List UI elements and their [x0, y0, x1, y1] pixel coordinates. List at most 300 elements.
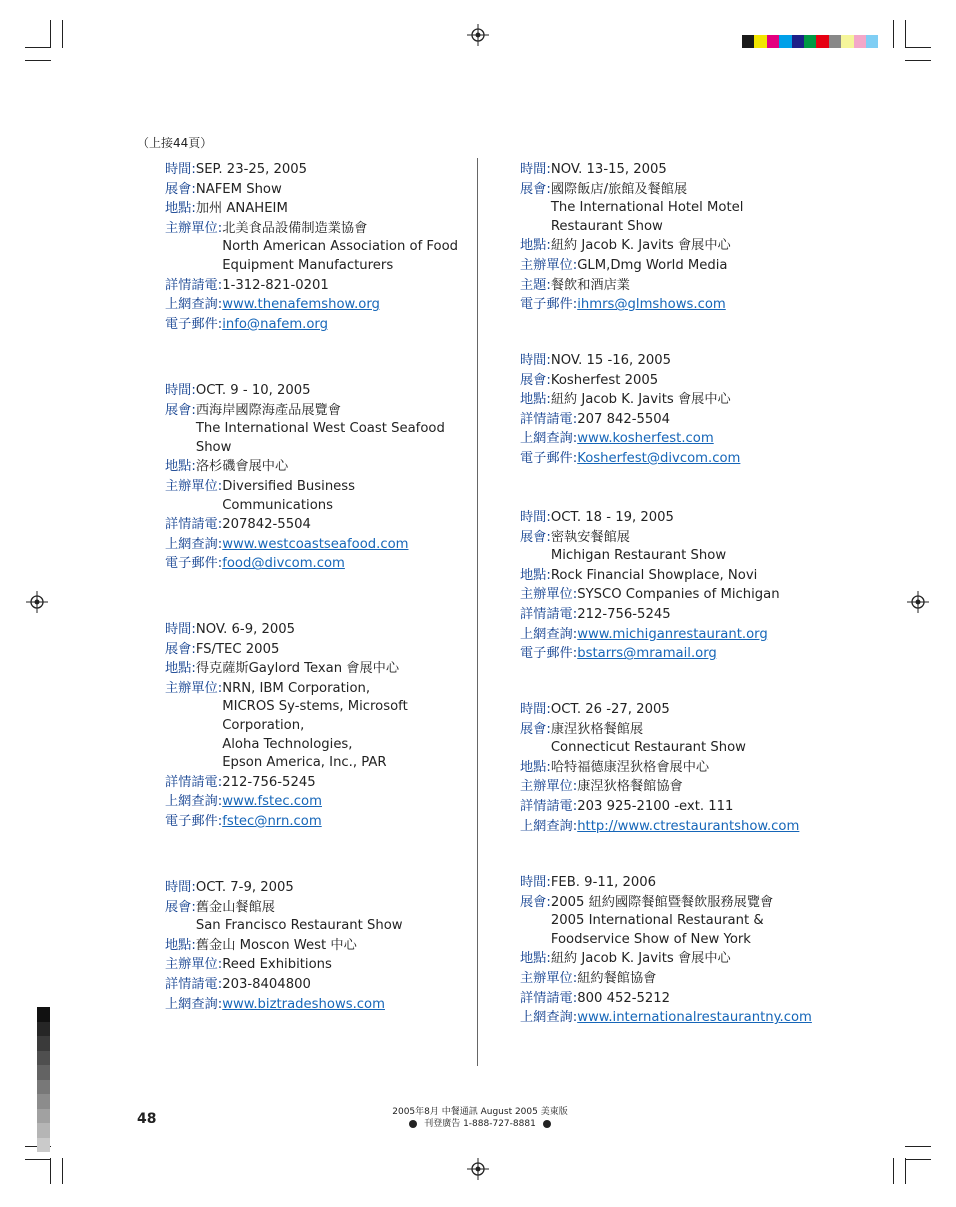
event-organizer-label: 主辦單位:: [165, 220, 223, 236]
event-show-label: 展會:: [520, 372, 551, 388]
event-organizer-line: SYSCO Companies of Michigan: [577, 587, 780, 603]
event-organizer-label: 主辦單位:: [520, 779, 578, 795]
event-email-label: 電子郵件:: [165, 316, 223, 332]
event-show-line: 西海岸國際海產品展覽會: [195, 402, 341, 418]
event-time-label: 時間:: [165, 383, 196, 398]
footer-text-2: 刊登廣告 1-888-727-8881: [424, 1119, 536, 1129]
event-place-value: [551, 390, 731, 410]
event-time-value: [196, 878, 294, 898]
event-place-line: Rock Financial Showplace, Novi: [550, 567, 758, 583]
event-organizer-line: 康涅狄格餐館協會: [577, 779, 683, 795]
event-time-line: OCT. 18 - 19, 2005: [550, 510, 674, 525]
gray-swatch: [37, 1123, 50, 1138]
event-place-row: [520, 758, 840, 778]
event-phone-row: [520, 605, 840, 625]
event-web-label: 上網查詢:: [165, 297, 223, 313]
event-phone-row: [165, 515, 465, 535]
event-place-line: 紐約 Jacob K. Javits 會展中心: [550, 951, 731, 967]
color-swatch: [854, 35, 866, 48]
event-phone-line: 1-312-821-0201: [222, 277, 329, 293]
event-place-value: [196, 457, 288, 477]
registration-mark-bottom: [467, 1158, 489, 1180]
event-show-row: [520, 528, 840, 566]
event-entry: [520, 873, 840, 1028]
event-email-link[interactable]: food@divcom.com: [222, 556, 345, 572]
event-place-line: 紐約 Jacob K. Javits 會展中心: [550, 392, 731, 408]
event-organizer-row: [520, 585, 840, 605]
event-web-row: [165, 995, 465, 1015]
event-web-link[interactable]: www.kosherfest.com: [577, 431, 714, 447]
footer-text-1: 2005年8月 中餐通訊 August 2005 美東版: [392, 1107, 568, 1117]
event-show-label: 展會:: [520, 721, 551, 737]
event-organizer-line: Diversified Business: [222, 478, 356, 494]
event-show-value: [551, 528, 726, 566]
event-entry: [520, 508, 840, 664]
crop-mark: [893, 1158, 894, 1184]
event-entry: [165, 381, 465, 574]
event-show-value: [196, 640, 280, 660]
event-place-row: [520, 566, 840, 586]
event-organizer-row: [165, 679, 465, 773]
event-place-line: 紐約 Jacob K. Javits 會展中心: [550, 238, 731, 254]
event-email-label: 電子郵件:: [520, 450, 578, 466]
event-organizer-value: [577, 969, 656, 989]
event-show-line: FS/TEC 2005: [195, 641, 280, 657]
event-email-label: 電子郵件:: [165, 556, 223, 572]
event-email-link[interactable]: bstarrs@mramail.org: [577, 646, 717, 662]
event-show-label: 展會:: [520, 529, 551, 545]
event-web-value: [577, 817, 799, 837]
event-web-row: [165, 295, 465, 315]
event-web-row: [165, 535, 465, 555]
event-time-row: [165, 160, 465, 180]
event-show-line: The International Hotel Motel: [550, 200, 744, 216]
event-time-line: OCT. 7-9, 2005: [195, 880, 294, 895]
event-show-label: 展會:: [165, 402, 196, 418]
event-place-label: 地點:: [165, 201, 196, 217]
event-email-link[interactable]: info@nafem.org: [222, 316, 328, 332]
event-time-row: [165, 381, 465, 401]
color-swatch: [829, 35, 841, 48]
column-divider: [477, 158, 478, 1066]
gray-swatch: [37, 1094, 50, 1109]
event-phone-value: [577, 605, 670, 625]
event-time-value: [551, 160, 667, 180]
event-time-line: NOV. 15 -16, 2005: [550, 353, 672, 368]
color-swatch: [866, 35, 878, 48]
event-email-link[interactable]: ihmrs@glmshows.com: [577, 297, 726, 313]
event-web-link[interactable]: http://www.ctrestaurantshow.com: [577, 818, 800, 834]
event-time-value: [551, 873, 656, 893]
event-phone-label: 詳情請電:: [165, 277, 223, 293]
event-email-row: [165, 554, 465, 574]
event-web-link[interactable]: www.thenafemshow.org: [222, 297, 380, 313]
event-place-label: 地點:: [520, 238, 551, 254]
event-organizer-label: 主辦單位:: [165, 957, 223, 973]
event-phone-label: 詳情請電:: [520, 606, 578, 622]
event-phone-value: [577, 797, 733, 817]
event-organizer-label: 主辦單位:: [165, 478, 223, 494]
event-organizer-row: [520, 256, 840, 276]
event-time-row: [520, 351, 840, 371]
event-web-row: [520, 625, 840, 645]
event-show-line: San Francisco Restaurant Show: [195, 918, 403, 934]
event-show-line: Michigan Restaurant Show: [550, 548, 727, 564]
event-email-value: [577, 644, 717, 664]
event-show-value: [196, 898, 403, 936]
crop-mark: [25, 60, 51, 61]
event-show-row: [520, 893, 840, 950]
event-phone-label: 詳情請電:: [165, 517, 223, 533]
event-show-row: [165, 401, 465, 458]
event-time-row: [520, 873, 840, 893]
event-time-row: [520, 160, 840, 180]
crop-mark: [62, 20, 63, 48]
registration-mark-left: [26, 591, 48, 613]
event-web-link[interactable]: www.michiganrestaurant.org: [577, 626, 768, 642]
event-show-value: [551, 371, 658, 391]
event-show-label: 展會:: [165, 641, 196, 657]
event-theme-value: [551, 276, 630, 296]
event-phone-line: 207 842-5504: [577, 411, 671, 427]
event-theme-line: 餐飲和酒店業: [550, 277, 630, 293]
event-email-value: [222, 554, 345, 574]
event-show-line: Kosherfest 2005: [550, 372, 659, 388]
event-phone-row: [165, 276, 465, 296]
event-organizer-line: Corporation,: [222, 717, 305, 733]
bullet-icon: [409, 1120, 417, 1128]
event-show-line: Restaurant Show: [550, 218, 663, 234]
event-web-value: [577, 1008, 812, 1028]
event-show-line: Show: [195, 439, 232, 455]
event-place-row: [520, 236, 840, 256]
event-time-label: 時間:: [520, 875, 551, 890]
event-entry: [520, 160, 840, 315]
gray-swatch: [37, 1007, 50, 1022]
crop-mark: [905, 1159, 931, 1160]
crop-mark: [62, 1158, 63, 1184]
event-show-row: [165, 640, 465, 660]
registration-mark-top: [467, 24, 489, 46]
event-email-label: 電子郵件:: [165, 813, 223, 829]
color-swatch: [742, 35, 754, 48]
gray-swatch: [37, 1022, 50, 1037]
event-show-line: 舊金山餐館展: [195, 899, 275, 915]
color-swatch: [754, 35, 766, 48]
event-web-link[interactable]: www.westcoastseafood.com: [222, 536, 409, 552]
event-organizer-line: Aloha Technologies,: [222, 736, 353, 752]
event-phone-row: [520, 797, 840, 817]
crop-mark: [893, 20, 894, 48]
event-web-value: [222, 792, 322, 812]
event-web-value: [222, 535, 408, 555]
event-time-line: SEP. 23-25, 2005: [195, 162, 308, 177]
event-show-row: [165, 180, 465, 200]
event-show-value: [551, 180, 744, 237]
event-organizer-row: [165, 955, 465, 975]
event-show-line: NAFEM Show: [195, 181, 282, 197]
continued-note: （上接44頁）: [137, 136, 213, 150]
event-web-row: [520, 817, 840, 837]
event-time-value: [551, 351, 671, 371]
event-web-label: 上網查詢:: [520, 1010, 578, 1026]
event-phone-label: 詳情請電:: [520, 990, 578, 1006]
event-phone-line: 207842-5504: [222, 517, 311, 533]
event-organizer-row: [165, 477, 465, 515]
event-web-row: [165, 792, 465, 812]
event-web-value: [577, 429, 714, 449]
event-show-value: [551, 720, 746, 758]
event-web-value: [222, 995, 385, 1015]
event-email-row: [165, 315, 465, 335]
crop-mark: [905, 20, 906, 48]
event-email-value: [222, 315, 328, 335]
event-place-label: 地點:: [165, 937, 196, 953]
event-organizer-line: Reed Exhibitions: [222, 957, 332, 973]
event-time-row: [165, 620, 465, 640]
event-organizer-label: 主辦單位:: [520, 970, 578, 986]
event-place-row: [520, 949, 840, 969]
event-email-value: [577, 449, 740, 469]
gray-swatch: [37, 1109, 50, 1124]
event-time-line: OCT. 9 - 10, 2005: [195, 383, 311, 398]
event-organizer-value: [577, 777, 683, 797]
event-phone-row: [520, 989, 840, 1009]
event-time-line: OCT. 26 -27, 2005: [550, 702, 670, 717]
event-email-row: [520, 644, 840, 664]
event-entry: [520, 700, 840, 836]
event-time-line: FEB. 9-11, 2006: [550, 875, 657, 890]
event-email-label: 電子郵件:: [520, 646, 578, 662]
event-time-row: [520, 508, 840, 528]
gray-swatch: [37, 1036, 50, 1051]
event-show-value: [196, 180, 282, 200]
crop-mark: [905, 47, 931, 48]
event-organizer-line: North American Association of Food: [222, 239, 459, 255]
event-web-label: 上網查詢:: [165, 794, 223, 810]
event-email-value: [577, 295, 726, 315]
event-web-label: 上網查詢:: [520, 431, 578, 447]
event-time-label: 時間:: [165, 880, 196, 895]
event-phone-line: 212-756-5245: [222, 774, 316, 790]
event-organizer-line: GLM,Dmg World Media: [577, 257, 728, 273]
event-time-label: 時間:: [165, 622, 196, 637]
event-email-link[interactable]: Kosherfest@divcom.com: [577, 450, 741, 466]
event-phone-label: 詳情請電:: [165, 774, 223, 790]
event-phone-line: 203-8404800: [222, 976, 311, 992]
event-place-label: 地點:: [520, 567, 551, 583]
event-show-row: [520, 371, 840, 391]
footer-line-2: [330, 1116, 630, 1129]
crop-mark: [905, 1146, 931, 1147]
event-show-line: Connecticut Restaurant Show: [550, 740, 746, 756]
crop-mark: [50, 1158, 51, 1184]
color-swatch: [804, 35, 816, 48]
event-web-value: [577, 625, 768, 645]
event-organizer-value: [222, 679, 408, 773]
event-organizer-line: Epson America, Inc., PAR: [222, 755, 387, 771]
event-place-value: [551, 758, 709, 778]
event-phone-value: [222, 515, 311, 535]
event-organizer-line: Communications: [222, 497, 334, 513]
event-phone-value: [577, 989, 670, 1009]
event-web-link[interactable]: www.fstec.com: [222, 794, 322, 810]
event-phone-line: 212-756-5245: [577, 606, 671, 622]
event-place-value: [196, 936, 357, 956]
event-entry: [165, 878, 465, 1014]
event-place-value: [551, 236, 731, 256]
event-phone-row: [165, 773, 465, 793]
event-show-line: 國際飯店/旅館及餐館展: [550, 181, 688, 197]
crop-mark: [905, 60, 931, 61]
event-organizer-row: [520, 969, 840, 989]
event-place-line: 得克薩斯Gaylord Texan 會展中心: [195, 661, 400, 677]
event-time-label: 時間:: [520, 353, 551, 368]
event-time-line: NOV. 13-15, 2005: [550, 162, 667, 177]
event-phone-label: 詳情請電:: [520, 798, 578, 814]
event-show-row: [520, 180, 840, 237]
event-theme-row: [520, 276, 840, 296]
event-show-value: [196, 401, 445, 458]
event-place-line: 舊金山 Moscon West 中心: [195, 937, 357, 953]
gray-swatch: [37, 1065, 50, 1080]
event-web-label: 上網查詢:: [520, 818, 578, 834]
gray-calibration-bar: [37, 1007, 50, 1152]
crop-mark: [905, 1158, 906, 1184]
event-organizer-value: [577, 256, 727, 276]
event-organizer-row: [520, 777, 840, 797]
event-email-value: [222, 812, 322, 832]
event-time-label: 時間:: [520, 702, 551, 717]
event-time-label: 時間:: [520, 510, 551, 525]
event-show-label: 展會:: [520, 181, 551, 197]
event-show-label: 展會:: [520, 894, 551, 910]
event-place-value: [551, 566, 758, 586]
color-swatch: [767, 35, 779, 48]
event-organizer-row: [165, 219, 465, 276]
event-theme-label: 主題:: [520, 277, 551, 293]
event-email-label: 電子郵件:: [520, 297, 578, 313]
event-show-value: [551, 893, 773, 950]
event-web-row: [520, 1008, 840, 1028]
event-organizer-line: Equipment Manufacturers: [222, 257, 394, 273]
event-organizer-label: 主辦單位:: [520, 257, 578, 273]
event-entry: [165, 620, 465, 832]
event-phone-line: 800 452-5212: [577, 990, 671, 1006]
event-place-label: 地點:: [520, 951, 551, 967]
event-phone-value: [222, 276, 329, 296]
event-place-line: 哈特福德康涅狄格會展中心: [550, 759, 710, 775]
event-web-label: 上網查詢:: [520, 626, 578, 642]
event-show-label: 展會:: [165, 181, 196, 197]
event-phone-label: 詳情請電:: [165, 976, 223, 992]
event-phone-value: [222, 975, 311, 995]
event-time-value: [196, 620, 295, 640]
event-entry: [520, 351, 840, 469]
event-web-label: 上網查詢:: [165, 996, 223, 1012]
event-place-line: 加州 ANAHEIM: [195, 201, 288, 217]
event-phone-value: [577, 410, 670, 430]
event-email-row: [165, 812, 465, 832]
event-place-value: [551, 949, 731, 969]
event-phone-label: 詳情請電:: [520, 411, 578, 427]
event-organizer-value: [222, 477, 355, 515]
event-web-value: [222, 295, 380, 315]
event-place-label: 地點:: [520, 392, 551, 408]
event-time-value: [196, 160, 307, 180]
event-time-line: NOV. 6-9, 2005: [195, 622, 296, 637]
color-swatch: [779, 35, 791, 48]
event-phone-row: [520, 410, 840, 430]
crop-mark: [25, 1159, 51, 1160]
crop-mark: [50, 20, 51, 48]
event-email-row: [520, 449, 840, 469]
event-place-row: [165, 659, 465, 679]
event-organizer-line: NRN, IBM Corporation,: [222, 680, 371, 696]
event-place-row: [520, 390, 840, 410]
event-web-link[interactable]: www.internationalrestaurantny.com: [577, 1010, 812, 1026]
event-place-row: [165, 199, 465, 219]
event-place-label: 地點:: [520, 759, 551, 775]
event-place-row: [165, 936, 465, 956]
event-place-line: 洛杉磯會展中心: [195, 459, 289, 475]
event-organizer-value: [577, 585, 779, 605]
event-organizer-label: 主辦單位:: [520, 587, 578, 603]
event-email-link[interactable]: fstec@nrn.com: [222, 813, 322, 829]
event-show-line: Foodservice Show of New York: [550, 931, 751, 947]
bullet-icon: [543, 1120, 551, 1128]
event-time-value: [196, 381, 311, 401]
crop-mark: [25, 47, 51, 48]
color-calibration-bar: [742, 35, 878, 48]
event-time-label: 時間:: [165, 162, 196, 177]
event-organizer-line: MICROS Sy-stems, Microsoft: [222, 699, 408, 715]
event-place-label: 地點:: [165, 661, 196, 677]
event-organizer-line: 北美食品設備制造業協會: [222, 220, 368, 236]
event-time-row: [520, 700, 840, 720]
event-show-line: 2005 紐約國際餐館暨餐飲服務展覽會: [550, 894, 774, 910]
event-show-label: 展會:: [165, 899, 196, 915]
page-number: 48: [137, 1111, 157, 1127]
event-place-label: 地點:: [165, 459, 196, 475]
gray-swatch: [37, 1051, 50, 1066]
event-time-row: [165, 878, 465, 898]
event-email-row: [520, 295, 840, 315]
event-entry: [165, 160, 465, 334]
event-place-row: [165, 457, 465, 477]
event-phone-line: 203 925-2100 -ext. 111: [577, 798, 734, 814]
gray-swatch: [37, 1138, 50, 1153]
event-organizer-value: [222, 219, 458, 276]
event-show-row: [520, 720, 840, 758]
event-phone-row: [165, 975, 465, 995]
event-web-link[interactable]: www.biztradeshows.com: [222, 996, 385, 1012]
event-show-line: 2005 International Restaurant &: [550, 913, 764, 929]
color-swatch: [841, 35, 853, 48]
gray-swatch: [37, 1080, 50, 1095]
color-swatch: [816, 35, 828, 48]
event-time-label: 時間:: [520, 162, 551, 177]
event-organizer-line: 紐約餐館協會: [577, 970, 657, 986]
color-swatch: [792, 35, 804, 48]
event-phone-value: [222, 773, 315, 793]
event-time-value: [551, 508, 674, 528]
event-show-row: [165, 898, 465, 936]
event-place-value: [196, 659, 399, 679]
event-show-line: The International West Coast Seafood: [195, 421, 445, 437]
event-web-label: 上網查詢:: [165, 536, 223, 552]
event-time-value: [551, 700, 670, 720]
